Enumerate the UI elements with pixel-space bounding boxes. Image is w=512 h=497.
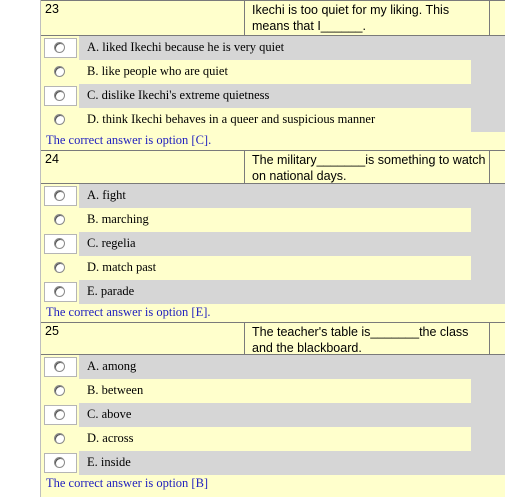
column-divider [489, 1, 490, 35]
option-row[interactable] [41, 256, 506, 280]
answer-text: The correct answer is option [B] [46, 476, 209, 490]
question-number: 25 [45, 324, 59, 338]
option-label: A. liked Ikechi because he is very quiet [87, 40, 285, 54]
option-label: C. above [87, 407, 132, 421]
option-row[interactable] [41, 232, 506, 256]
option-label: B. between [87, 383, 144, 397]
column-divider [244, 151, 245, 183]
option-row[interactable] [41, 451, 506, 475]
option-label: A. among [87, 359, 137, 373]
option-row[interactable] [41, 184, 506, 208]
question-text: The teacher's table is_______the class and the blackboard. [252, 325, 469, 355]
question-header [41, 0, 506, 36]
answer-line [41, 475, 506, 497]
radio-button[interactable] [54, 385, 65, 396]
radio-button[interactable] [54, 409, 65, 420]
column-divider [244, 1, 245, 35]
radio-button[interactable] [54, 286, 65, 297]
column-divider [489, 151, 490, 183]
radio-button[interactable] [54, 114, 65, 125]
option-label: D. think Ikechi behaves in a queer and suspicious manner [87, 112, 376, 126]
radio-button[interactable] [54, 214, 65, 225]
radio-button[interactable] [54, 90, 65, 101]
option-row[interactable] [41, 355, 506, 379]
radio-button[interactable] [54, 262, 65, 273]
column-divider [489, 323, 490, 354]
radio-button[interactable] [54, 361, 65, 372]
option-row[interactable] [41, 36, 506, 60]
question-text: Ikechi is too quiet for my liking. This means that I______. [252, 3, 450, 33]
option-label: B. marching [87, 212, 149, 226]
question-number: 24 [45, 152, 59, 166]
option-label: C. regelia [87, 236, 136, 250]
question-header [41, 150, 506, 184]
question-text: The military_______is something to watch on national days. [252, 153, 486, 183]
answer-line [41, 304, 506, 322]
option-label: D. match past [87, 260, 157, 274]
radio-button[interactable] [54, 457, 65, 468]
option-label: B. like people who are quiet [87, 64, 228, 78]
option-row[interactable] [41, 403, 506, 427]
left-margin [0, 0, 41, 497]
option-row[interactable] [41, 60, 506, 84]
radio-button[interactable] [54, 433, 65, 444]
radio-button[interactable] [54, 190, 65, 201]
radio-button[interactable] [54, 42, 65, 53]
option-row[interactable] [41, 280, 506, 304]
radio-button[interactable] [54, 238, 65, 249]
column-divider [244, 323, 245, 354]
option-label: D. across [87, 431, 134, 445]
answer-text: The correct answer is option [C]. [46, 133, 212, 147]
option-row[interactable] [41, 379, 506, 403]
question-number: 23 [45, 2, 59, 16]
option-label: E. parade [87, 284, 135, 298]
answer-text: The correct answer is option [E]. [46, 305, 211, 319]
option-row[interactable] [41, 108, 506, 132]
option-row[interactable] [41, 427, 506, 451]
answer-line [41, 132, 506, 150]
option-row[interactable] [41, 84, 506, 108]
option-label: A. fight [87, 188, 126, 202]
option-label: C. dislike Ikechi's extreme quietness [87, 88, 270, 102]
option-label: E. inside [87, 455, 131, 469]
option-row[interactable] [41, 208, 506, 232]
question-header [41, 322, 506, 355]
right-margin [505, 0, 512, 497]
radio-button[interactable] [54, 66, 65, 77]
